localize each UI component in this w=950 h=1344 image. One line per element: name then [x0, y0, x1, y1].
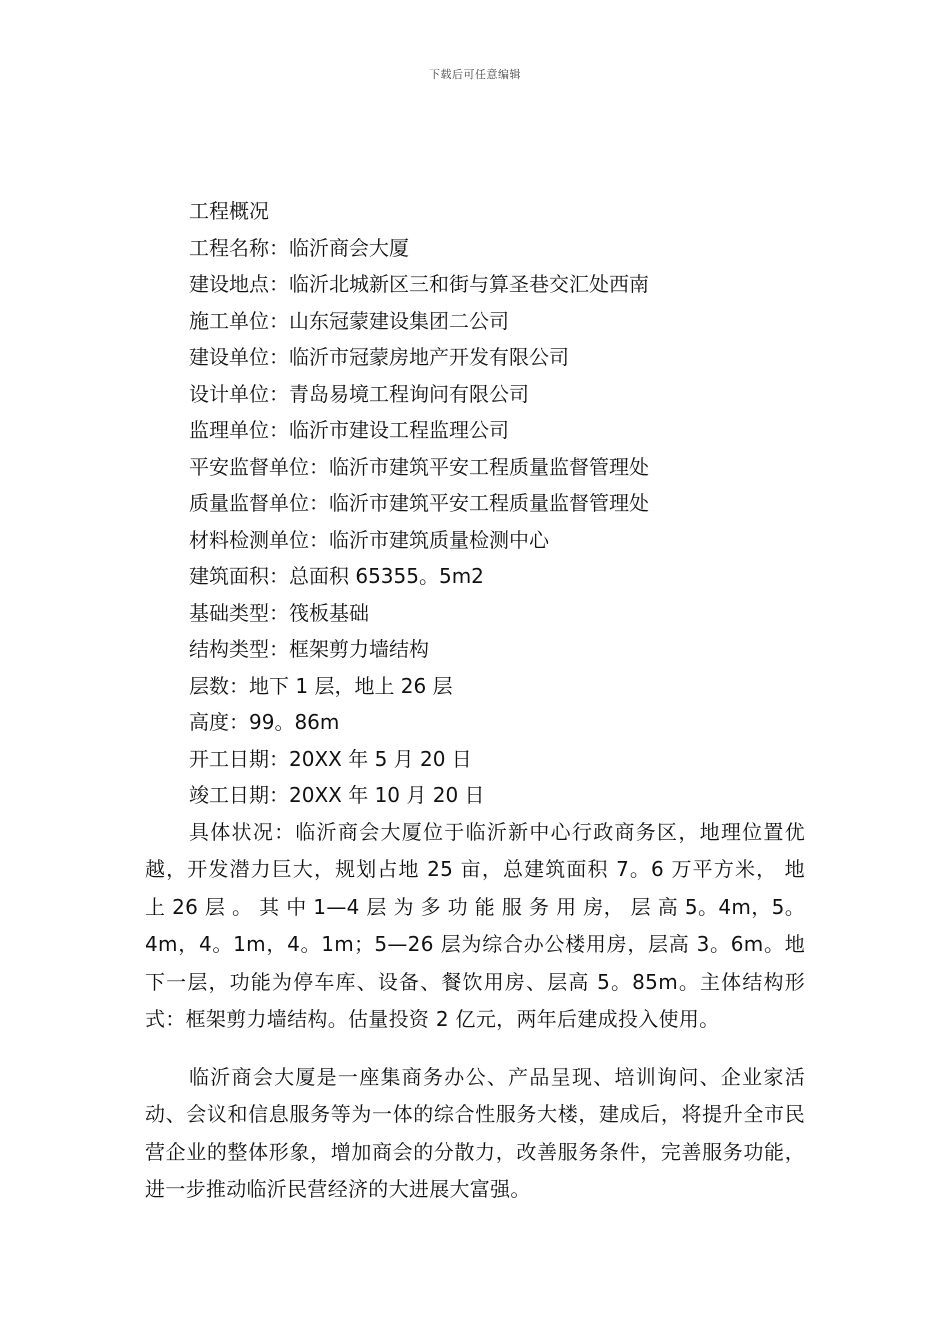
info-height: 高度：99。86m — [189, 710, 340, 734]
info-developer: 建设单位：临沂市冠蒙房地产开发有限公司 — [189, 345, 569, 369]
info-quality-supervision: 质量监督单位：临沂市建筑平安工程质量监督管理处 — [189, 491, 649, 515]
paragraph-details: 具体状况：临沂商会大厦位于临沂新中心行政商务区，地理位置优越，开发潜力巨大，规划占地 25 亩，总建筑面积 7。6 万平方米， 地 上 26 层 。 其 中 1—4 层 为 多 功 能 服 务 用 房， 层 高 5。4m，5。4m，4。1m，4。1m；5—26 层为综合办公楼用房，层高 3。6m。地下一层，功能为停车库、设备、餐饮用房、层高 5。85m。主体结构形式：框架剪力墙结构。估量投资 2 亿元，两年后建成投入使用。 — [145, 819, 805, 1031]
info-completion-date: 竣工日期：20XX 年 10 月 20 日 — [189, 783, 485, 807]
info-project-name: 工程名称：临沂商会大厦 — [189, 235, 409, 260]
info-start-date: 开工日期：20XX 年 5 月 20 日 — [189, 746, 472, 771]
info-structure-type: 结构类型：框架剪力墙结构 — [189, 637, 429, 661]
info-floors: 层数：地下 1 层，地上 26 层 — [189, 673, 453, 698]
info-building-area: 建筑面积：总面积 65355。5m2 — [189, 564, 484, 588]
info-location: 建设地点：临沂北城新区三和街与算圣巷交汇处西南 — [189, 272, 649, 296]
page-header-note: 下载后可任意编辑 — [429, 68, 521, 81]
info-contractor: 施工单位：山东冠蒙建设集团二公司 — [189, 308, 509, 333]
info-safety-supervision: 平安监督单位：临沂市建筑平安工程质量监督管理处 — [189, 454, 649, 479]
paragraph-summary: 临沂商会大厦是一座集商务办公、产品呈现、培训询问、企业家活动、会议和信息服务等为一体的综合性服务大楼，建成后，将提升全市民营企业的整体形象，增加商会的分散力，改善服务条件，完善服务功能，进一步推动临沂民营经济的大进展大富强。 — [145, 1064, 805, 1201]
document-body — [145, 193, 805, 1229]
section-title: 工程概况 — [189, 199, 269, 223]
info-foundation-type: 基础类型：筏板基础 — [189, 600, 369, 625]
info-supervisor: 监理单位：临沂市建设工程监理公司 — [189, 418, 509, 442]
info-material-testing: 材料检测单位：临沂市建筑质量检测中心 — [189, 527, 549, 552]
info-designer: 设计单位：青岛易境工程询问有限公司 — [189, 381, 529, 406]
